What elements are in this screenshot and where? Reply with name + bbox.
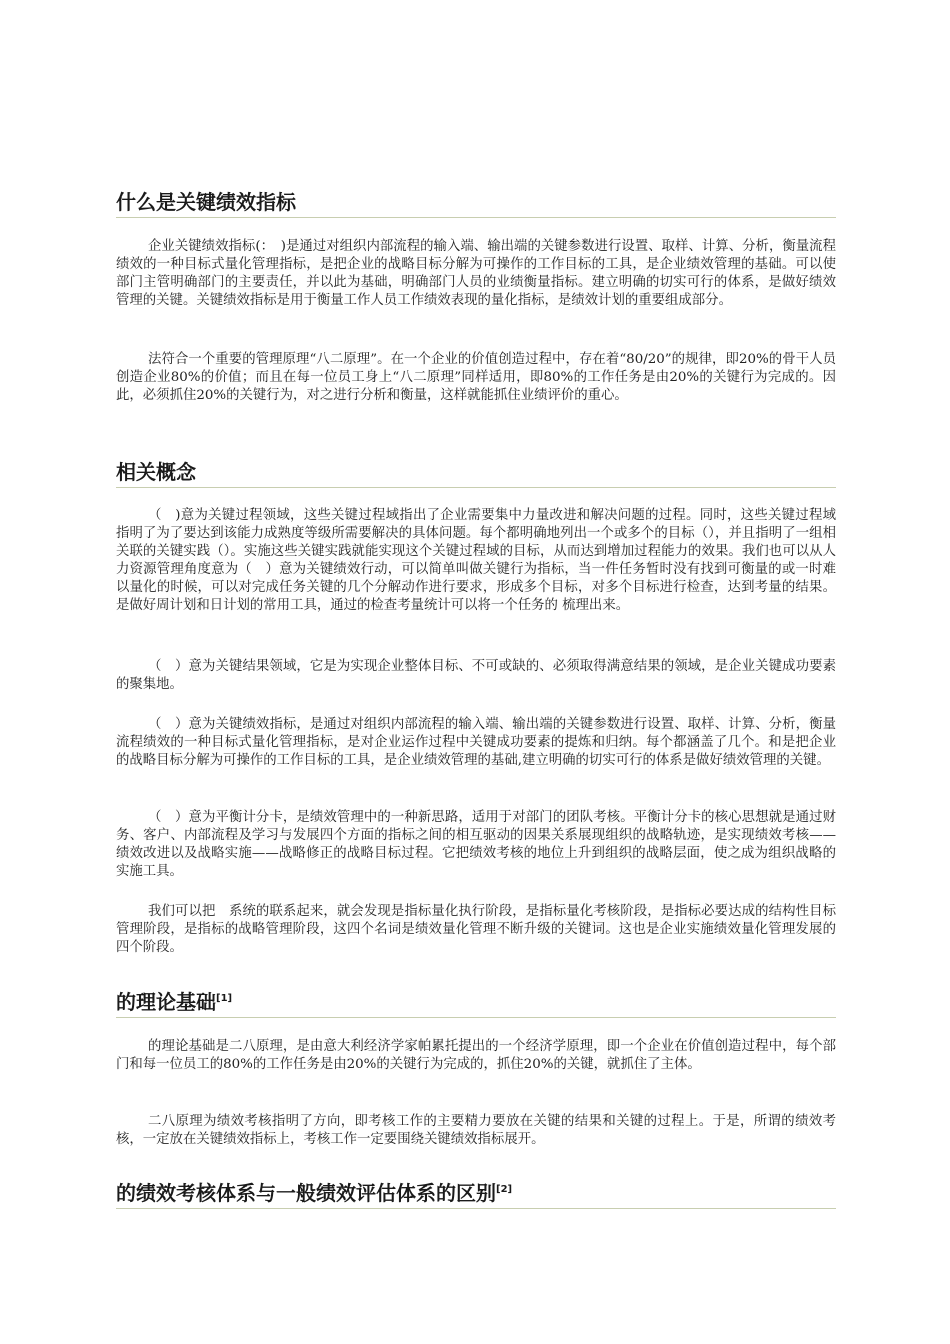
section-heading-theory [116, 990, 836, 1018]
section-heading-kpi-definition [116, 190, 836, 218]
section-heading-differences [116, 1181, 836, 1209]
section-title: 相关概念 [116, 460, 196, 484]
paragraph-kpi: （ ）意为关键绩效指标，是通过对组织内部流程的输入端、输出端的关键参数进行设置、取样、计算、分析，衡量流程绩效的一种目标式量化管理指标，是对企业运作过程中关键成功要素的提炼和归纳。每个都涵盖了几个。和是把企业的战略目标分解为可操作的工作目标的工具，是企业绩效管理的基础,建立明确的切实可行的体系是做好绩效管理的关键。 [116, 717, 836, 768]
paragraph-assessment-direction: 二八原理为绩效考核指明了方向，即考核工作的主要精力要放在关键的结果和关键的过程上。于是，所谓的绩效考核，一定放在关键绩效指标上，考核工作一定要围绕关键绩效指标展开。 [116, 1114, 836, 1147]
paragraph-bsc: （ ）意为平衡计分卡，是绩效管理中的一种新思路，适用于对部门的团队考核。平衡计分卡的核心思想就是通过财务、客户、内部流程及学习与发展四个方面的指标之间的相互驱动的因果关系展现组织的战略轨迹，是实现绩效考核——绩效改进以及战略实施——战略修正的战略目标过程。它把绩效考核的地位上升到组织的战略层面，使之成为组织战略的实施工具。 [116, 810, 836, 879]
paragraph-pareto: 的理论基础是二八原理，是由意大利经济学家帕累托提出的一个经济学原理，即一个企业在价值创造过程中，每个部门和每一位员工的80%的工作任务是由20%的关键行为完成的，抓住20%的关键，就抓住了主体。 [116, 1039, 836, 1072]
section-heading-related-concepts [116, 460, 836, 488]
paragraph-four-stages: 我们可以把 系统的联系起来，就会发现是指标量化执行阶段，是指标量化考核阶段，是指标必要达成的结构性目标管理阶段，是指标的战略管理阶段，这四个名词是绩效量化管理不断升级的关键词。这也是企业实施绩效量化管理发展的四个阶段。 [116, 904, 836, 955]
section-title: 的绩效考核体系与一般绩效评估体系的区别 [116, 1181, 496, 1205]
section-title: 的理论基础 [116, 990, 216, 1014]
paragraph-eighty-twenty: 法符合一个重要的管理原理“八二原理”。在一个企业的价值创造过程中，存在着“80/20”的规律，即20%的骨干人员创造企业80%的价值；而且在每一位员工身上“八二原理”同样适用，即80%的工作任务是由20%的关键行为完成的。因此，必须抓住20%的关键行为，对之进行分析和衡量，这样就能抓住业绩评价的重心。 [116, 352, 836, 403]
section-title: 什么是关键绩效指标 [116, 190, 296, 214]
paragraph-kpi-definition: 企业关键绩效指标(： )是通过对组织内部流程的输入端、输出端的关键参数进行设置、取样、计算、分析，衡量流程绩效的一种目标式量化管理指标，是把企业的战略目标分解为可操作的工作目标的工具，是企业绩效管理的基础。可以使部门主管明确部门的主要责任，并以此为基础，明确部门人员的业绩衡量指标。建立明确的切实可行的体系，是做好绩效管理的关键。关键绩效指标是用于衡量工作人员工作绩效表现的量化指标，是绩效计划的重要组成部分。 [116, 239, 836, 308]
footnote-ref[interactable]: [2] [496, 1184, 513, 1195]
paragraph-kpa: （ )意为关键过程领域，这些关键过程域指出了企业需要集中力量改进和解决问题的过程。同时，这些关键过程域指明了为了要达到该能力成熟度等级所需要解决的具体问题。每个都明确地列出一个或多个的目标（），并且指明了一组相关联的关键实践（）。实施这些关键实践就能实现这个关键过程域的目标，从而达到增加过程能力的效果。我们也可以从人力资源管理角度意为（ ）意为关键绩效行动，可以简单叫做关键行为指标，当一件任务暂时没有找到可衡量的或一时难以量化的时候，可以对完成任务关键的几个分解动作进行要求，形成多个目标，对多个目标进行检查，达到考量的结果。是做好周计划和日计划的常用工具，通过的检查考量统计可以将一个任务的 梳理出来。 [116, 508, 836, 613]
paragraph-kra: （ ）意为关键结果领域，它是为实现企业整体目标、不可或缺的、必须取得满意结果的领域，是企业关键成功要素的聚集地。 [116, 659, 836, 692]
footnote-ref[interactable]: [1] [216, 993, 233, 1004]
